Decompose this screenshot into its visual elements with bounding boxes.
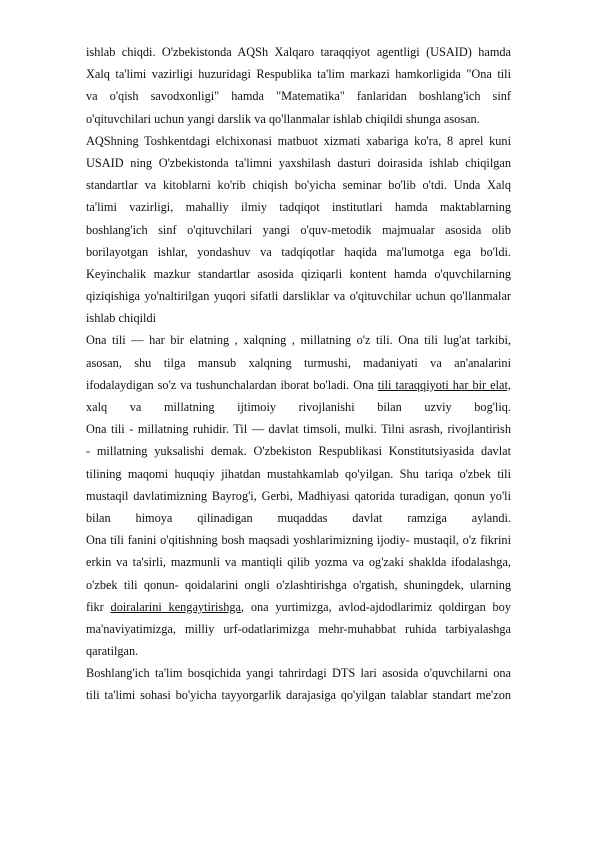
text-line: o'qituvchilari uchun yangi darslik va qo'llanmalar ishlab chiqildi shunga asosan.	[86, 111, 480, 126]
text-line: ma'naviyatimizga, milliy urf-odatlarimizga mehr-muhabbat ruhida tarbiyalashga	[86, 621, 511, 636]
text-line: Ona tili fanini o'qitishning bosh maqsadi yoshlarimizning ijodiy- mustaqil, o'z fikrini	[86, 533, 511, 548]
text-line: tilining maqomi huquqiy jihatdan mustahkamlab qo'yilgan. Shu tariqa o'zbek tili	[86, 466, 511, 481]
text-line: Xalq ta'limi vazirligi huzuridagi Respublika ta'lim markazi hamkorligida "Ona tili	[86, 67, 511, 82]
document-page	[86, 41, 511, 707]
text-segment: ifodalaydigan so'z va tushunchalardan iborat bo'ladi. Ona	[86, 377, 378, 392]
text-line: boshlang'ich sinf o'qituvchilari yangi o'quv-metodik majmualar asosida olib	[86, 222, 511, 237]
text-line-with-link	[86, 374, 511, 396]
text-segment: , ona yurtimizga, avlod-ajdodlarimiz qoldirgan boy	[240, 599, 511, 614]
text-line-with-link	[86, 596, 511, 618]
text-line: mustaqil davlatimizning Bayrog'i, Gerbi, Madhiyasi qatorida turadigan, qonun yo'li	[86, 488, 511, 503]
text-line: va o'qish savodxonligi" hamda "Matematika" fanlaridan boshlang'ich sinf	[86, 89, 511, 104]
underlined-link[interactable]: tili taraqqiyoti har bir elat,	[377, 377, 511, 392]
text-line: Keyinchalik mazkur standartlar asosida qiziqarli kontent hamda o'quvchilarning	[86, 266, 511, 281]
text-line: tili ta'limi sohasi bo'yicha tayyorgarlik darajasiga qo'yilgan talablar standart me'zon	[86, 688, 511, 703]
text-line: Boshlang'ich ta'lim bosqichida yangi tahrirdagi DTS lari asosida o'quvchilarni ona	[86, 666, 511, 681]
text-line: Ona tili — har bir elatning , xalqning , millatning o'z tili. Ona tili lug'at tarkibi,	[86, 333, 511, 348]
text-line: - millatning yuksalishi demak. O'zbekiston Respublikasi Konstitutsiyasida davlat	[86, 444, 511, 459]
text-line: Ona tili - millatning ruhidir. Til — davlat timsoli, mulki. Tilni asrash, rivojlantirish	[86, 422, 511, 437]
text-line: borilayotgan ishlar, yondashuv va tadqiqotlar haqida ma'lumotga ega bo'ldi.	[86, 244, 511, 259]
underlined-link[interactable]: doiralarini kengaytirishga	[110, 599, 241, 614]
text-line: AQShning Toshkentdagi elchixonasi matbuot xizmati xabariga ko'ra, 8 aprel kuni	[86, 133, 511, 148]
paragraph-3	[86, 329, 511, 662]
text-segment: fikr	[86, 599, 111, 614]
text-line: ta'limi vazirligi, mahalliy ilmiy tadqiqot institutlari hamda maktablarning	[86, 200, 511, 215]
text-line: standartlar va kitoblarni ko'rib chiqish bo'yicha seminar bo'lib o'tdi. Unda Xalq	[86, 178, 511, 193]
text-line: ishlab chiqildi	[86, 311, 157, 326]
text-line: bilan himoya qilinadigan muqaddas davlat ramziga aylandi.	[86, 510, 511, 525]
text-line: USAID ning O'zbekistonda ta'limni yaxshilash dasturi doirasida ishlab chiqilgan	[86, 155, 511, 170]
text-line: o'zbek tili qonun- qoidalarini ongli o'zlashtirishga o'rgatish, shuningdek, ularning	[86, 577, 511, 592]
paragraph-4	[86, 662, 511, 706]
text-line: erkin va ta'sirli, mazmunli va mantiqli qilib yozma va og'zaki shaklda ifodalashga,	[86, 555, 511, 570]
paragraph-1	[86, 41, 511, 130]
text-line: xalq va millatning ijtimoiy rivojlanishi bilan uzviy bog'liq.	[86, 400, 511, 414]
text-line: ishlab chiqdi. O'zbekistonda AQSh Xalqaro taraqqiyot agentligi (USAID) hamda	[86, 45, 511, 59]
text-line: qaratilgan.	[86, 644, 139, 659]
text-line: qiziqishiga yo'naltirilgan yuqori sifatli darsliklar va o'qituvchilar uchun qo'llanmalar	[86, 289, 511, 304]
text-line: asosan, shu tilga mansub xalqning turmushi, madaniyati va an'analarini	[86, 355, 511, 370]
paragraph-2	[86, 130, 511, 330]
